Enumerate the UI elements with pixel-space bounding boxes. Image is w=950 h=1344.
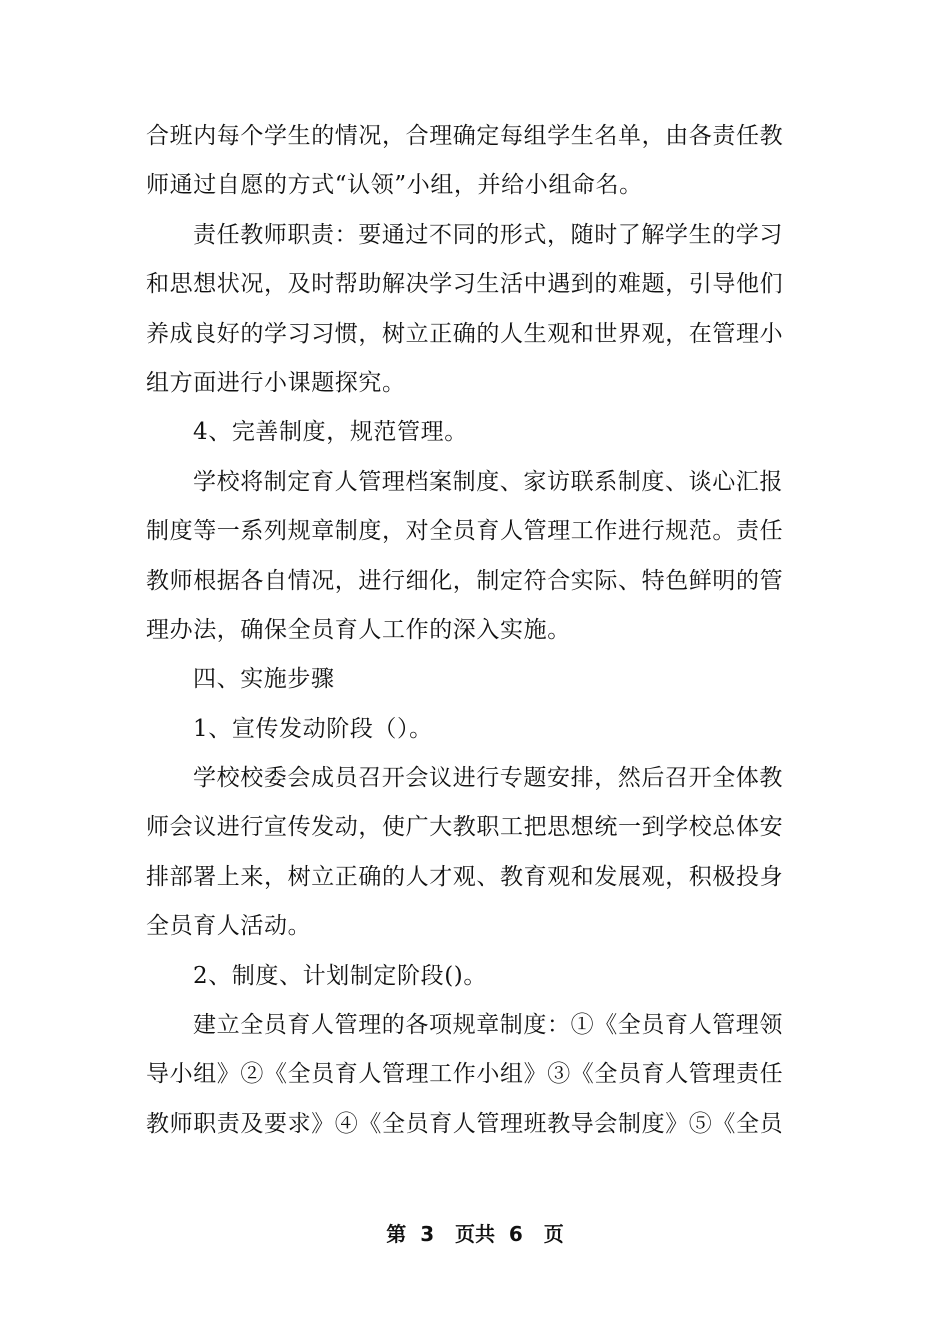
section-heading: 2、制度、计划制定阶段()。 [193, 962, 487, 989]
text-line: 师会议进行宣传发动，使广大教职工把思想统一到学校总体安 [146, 814, 784, 841]
text-line: 建立全员育人管理的各项规章制度：①《全员育人管理领 [193, 1012, 783, 1039]
text-line: 学校将制定育人管理档案制度、家访联系制度、谈心汇报 [193, 468, 783, 495]
text-line: 排部署上来，树立正确的人才观、教育观和发展观，积极投身 [146, 863, 784, 890]
text-line: 和思想状况，及时帮助解决学习生活中遇到的难题，引导他们 [146, 271, 784, 298]
text-line: 全员育人活动。 [146, 913, 312, 940]
text-line: 养成良好的学习习惯，树立正确的人生观和世界观，在管理小 [146, 320, 784, 347]
text-line: 教师职责及要求》④《全员育人管理班教导会制度》⑤《全员 [146, 1110, 784, 1137]
section-heading: 四、实施步骤 [193, 666, 335, 693]
text-line: 合班内每个学生的情况，合理确定每组学生名单，由各责任教 [146, 123, 784, 149]
text-line: 理办法，确保全员育人工作的深入实施。 [146, 616, 571, 643]
text-line: 学校校委会成员召开会议进行专题安排，然后召开全体教 [193, 765, 783, 792]
text-line: 教师根据各自情况，进行细化，制定符合实际、特色鲜明的管 [146, 567, 784, 594]
page-footer: 第 3 页共 6 页 [386, 1222, 564, 1246]
text-line: 师通过自愿的方式“认领”小组，并给小组命名。 [146, 172, 643, 199]
body-text [146, 112, 796, 1149]
section-heading: 1、宣传发动阶段（）。 [193, 715, 433, 742]
text-line: 责任教师职责：要通过不同的形式，随时了解学生的学习 [193, 221, 783, 248]
text-line: 导小组》②《全员育人管理工作小组》③《全员育人管理责任 [146, 1061, 784, 1088]
section-heading: 4、完善制度，规范管理。 [193, 419, 468, 446]
text-line: 制度等一系列规章制度，对全员育人管理工作进行规范。责任 [146, 518, 784, 545]
text-line: 组方面进行小课题探究。 [146, 369, 406, 396]
